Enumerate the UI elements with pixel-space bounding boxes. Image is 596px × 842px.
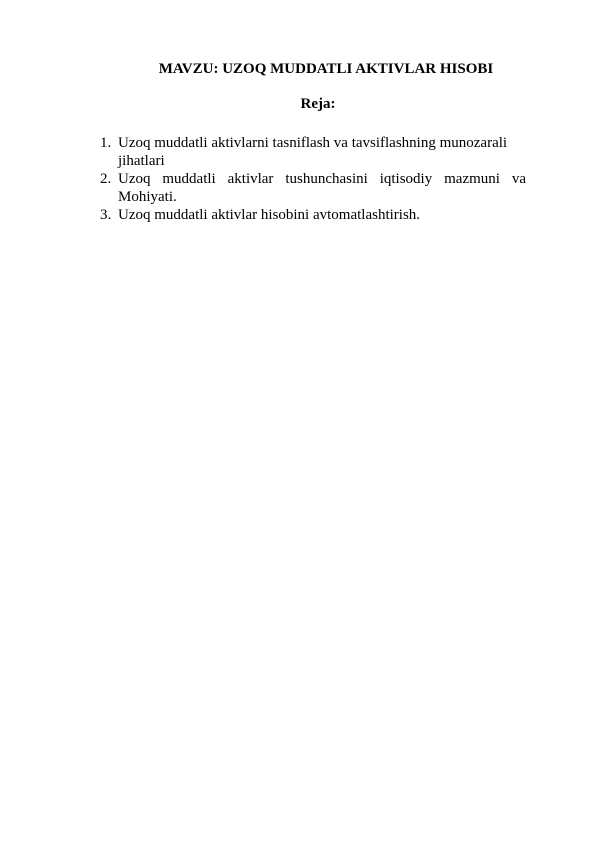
plan-item-number: 3. xyxy=(100,207,112,223)
plan-item-text-line1: Uzoq muddatli aktivlar hisobini avtomatlashtirish. xyxy=(118,207,421,223)
plan-item-number: 1. xyxy=(100,135,112,151)
plan-item-2 xyxy=(100,170,526,206)
plan-item-number: 2. xyxy=(100,171,112,187)
plan-item-text-line2: Mohiyati. xyxy=(118,189,177,205)
plan-item-justified-text: Uzoq muddatli aktivlar tushunchasini iqtisodiy mazmuni va xyxy=(118,171,526,187)
plan-list xyxy=(100,134,526,224)
plan-item-text-line2: jihatlari xyxy=(118,153,165,169)
plan-heading: Reja: xyxy=(300,96,336,112)
plan-item-3 xyxy=(100,206,526,224)
plan-item-1 xyxy=(100,134,526,170)
document-title: MAVZU: UZOQ MUDDATLI AKTIVLAR HISOBI xyxy=(158,61,494,77)
plan-item-text-line1: Uzoq muddatli aktivlarni tasniflash va tavsiflashning munozarali xyxy=(118,135,508,151)
plan-item-text-line1 xyxy=(118,170,526,188)
